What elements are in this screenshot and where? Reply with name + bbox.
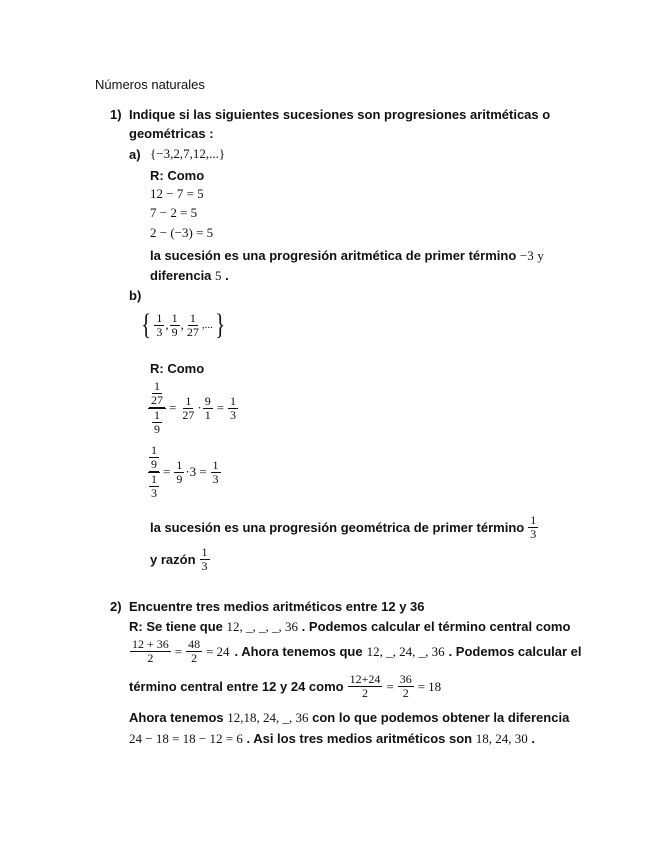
q1b-label: b) [129, 288, 142, 303]
q2-line2: $\frac{12 + 36}{2}$ = $\frac{48}{2}$ = 24 . Ahora tenemos que 12, _, 24, _, 36 . Podemos calcular el [132, 637, 582, 665]
q1b-step2-compound-fraction: $\frac{\frac{1}{9}}{\frac{1}{3}}$ [148, 444, 160, 500]
q1b-ratio-text: y razón [150, 552, 196, 567]
q1a-step-1: 12 − 7 = 5 [150, 186, 204, 201]
q1a-conclusion-line2 [150, 268, 229, 284]
q1b-seq-tail: ,... [201, 319, 213, 331]
right-brace-icon: } [215, 308, 226, 341]
q1a-line2-end: . [225, 268, 229, 283]
q1-number: 1) [110, 107, 122, 122]
q2-line1-sequence: 12, _, _, _, 36 [226, 619, 299, 634]
q1b-step2-result: $\frac{1}{3}$ [212, 457, 219, 486]
q1a-difference-value: 5 [215, 268, 222, 283]
document-title: Números naturales [95, 77, 205, 92]
q1b-seq-term-3: $\frac{1}{27}$ [186, 310, 199, 339]
q1a-first-term: −3 [519, 248, 534, 263]
q1a-step-3: 2 − (−3) = 5 [150, 225, 214, 240]
q1a-conclusion-end: y [537, 248, 544, 263]
q1-text-line2: geométricas : [129, 126, 214, 141]
q1b-step1-result: $\frac{1}{3}$ [230, 393, 237, 422]
q1b-step2-factor-1: $\frac{1}{9}$ [176, 457, 183, 486]
q2-line2-fraction-2: $\frac{48}{2}$ [188, 637, 201, 665]
q2-line2-sequence: 12, _, 24, _, 36 [366, 643, 445, 659]
q1b-seq-term-2: $\frac{1}{9}$ [171, 310, 178, 339]
q1b-answer-label: R: Como [150, 361, 205, 376]
q2-line2-result: 24 [216, 643, 230, 659]
q1b-first-term: $\frac{1}{3}$ [530, 513, 537, 541]
q1b-step1-factor-1: $\frac{1}{27}$ [182, 393, 195, 422]
q1b-step1-factor-2: $\frac{9}{1}$ [204, 393, 211, 422]
q1b-step1-compound-fraction: $\frac{\frac{1}{27}}{\frac{1}{9}}$ [148, 380, 166, 436]
q1b-step-2: $\frac{\frac{1}{9}}{\frac{1}{3}}$ = $\frac{1}{9}$ ·3 = $\frac{1}{3}$ [148, 444, 222, 500]
q1b-seq-term-1: $\frac{1}{3}$ [156, 310, 163, 339]
q1b-conclusion [150, 514, 539, 541]
q2-line5-math: 24 − 18 = 18 − 12 = 6 [129, 731, 243, 746]
q2-line4-sequence: 12,18, 24, _, 36 [227, 710, 309, 725]
q1a-label: a) [129, 147, 141, 162]
q2-line5-sequence: 18, 24, 30 [475, 731, 528, 746]
q1a-answer-label: R: Como [150, 168, 205, 183]
q2-text: Encuentre tres medios aritméticos entre 12 y 36 [129, 599, 425, 614]
q2-line3-result: 18 [428, 678, 442, 694]
q1a-difference-text: diferencia [150, 268, 212, 283]
q2-number: 2) [110, 599, 122, 614]
q1b-ratio-value: $\frac{1}{3}$ [201, 545, 208, 573]
q1b-ratio [150, 546, 211, 573]
q2-line3-fraction-2: $\frac{36}{2}$ [399, 672, 412, 700]
q2-line1: R: Se tiene que 12, _, _, _, 36 . Podemos calcular el término central como [129, 619, 571, 634]
q1-text-line1: Indique si las siguientes sucesiones son progresiones aritméticas o [129, 107, 551, 122]
q1a-conclusion-text: la sucesión es una progresión aritmética de primer término [150, 248, 517, 263]
q2-line3: término central entre 12 y 24 como $\frac{12+24}{2}$ = $\frac{36}{2}$ = 18 [129, 672, 442, 700]
q2-line5: 24 − 18 = 18 − 12 = 6 . Asi los tres medios aritméticos son 18, 24, 30 . [129, 731, 535, 746]
q2-line4: Ahora tenemos 12,18, 24, _, 36 con lo que podemos obtener la diferencia [129, 710, 570, 725]
q1b-step2-multiplier: ·3 [185, 464, 197, 479]
q1b-sequence: { $\frac{1}{3}$ , $\frac{1}{9}$ , $\frac{1}{27}$ ,... } [141, 308, 226, 341]
left-brace-icon: { [141, 308, 152, 341]
q1a-conclusion-line1 [150, 248, 544, 264]
q2-line3-fraction-1: $\frac{12+24}{2}$ [349, 672, 381, 700]
q1a-sequence: {−3,2,7,12,...} [150, 146, 226, 161]
q1b-step-1: $\frac{\frac{1}{27}}{\frac{1}{9}}$ = $\frac{1}{27}$ · $\frac{9}{1}$ = $\frac{1}{3}$ [148, 380, 239, 436]
q1b-conclusion-text: la sucesión es una progresión geométrica de primer término [150, 520, 525, 535]
q1a-step-2: 7 − 2 = 5 [150, 205, 198, 220]
q2-line2-fraction-1: $\frac{12 + 36}{2}$ [132, 637, 169, 665]
